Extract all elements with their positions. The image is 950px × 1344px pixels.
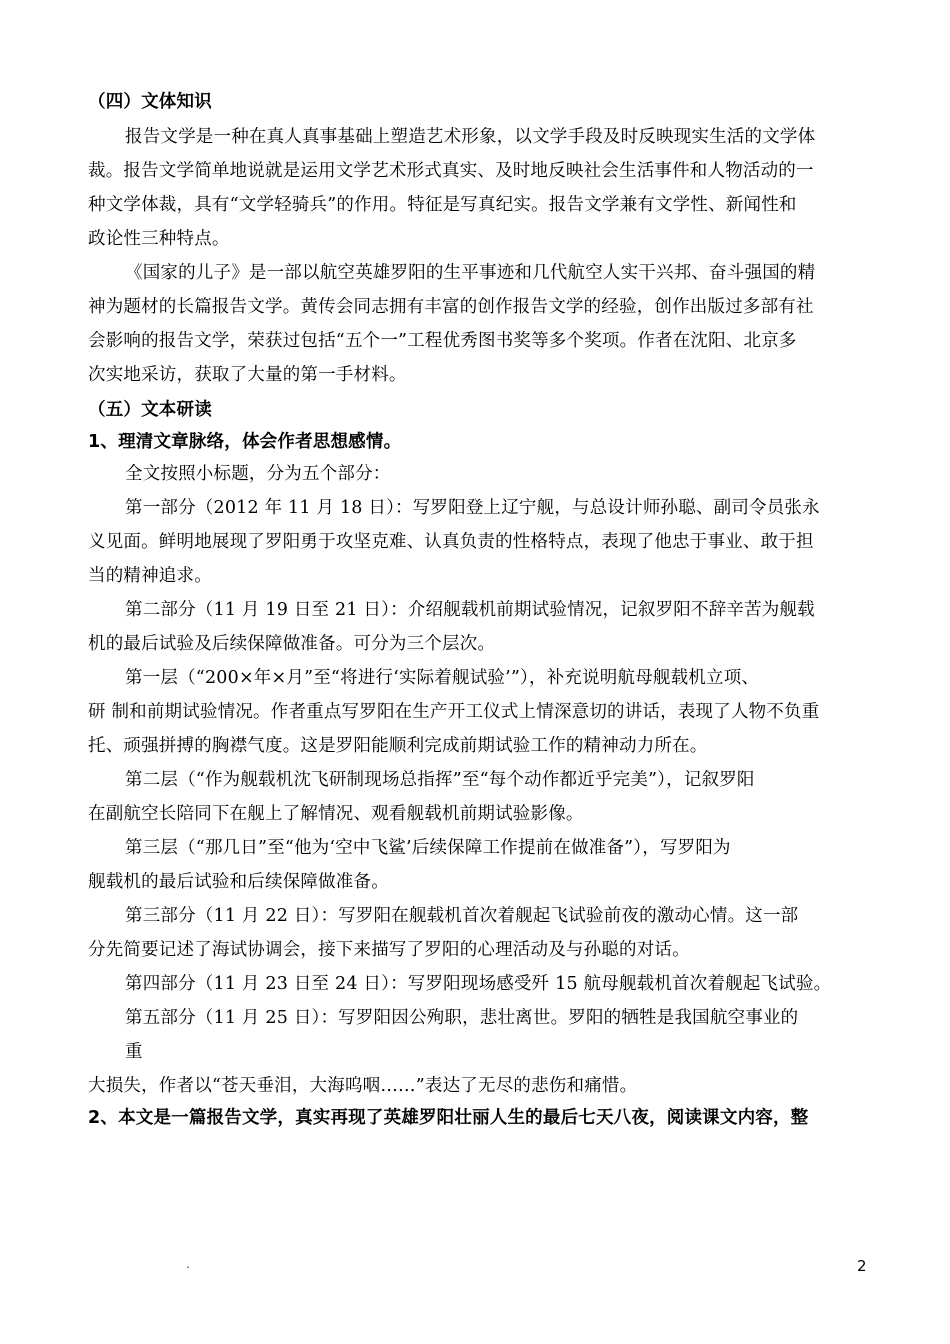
paragraph-line: 全文按照小标题，分为五个部分： <box>125 464 391 484</box>
paragraph-line: 大损失，作者以“苍天垂泪，大海呜咽……”表达了无尽的悲伤和痛惜。 <box>88 1076 638 1096</box>
section-heading-genre-knowledge: （四）文体知识 <box>88 92 212 112</box>
page-number: 2 <box>857 1257 867 1275</box>
paragraph-line: 在副航空长陪同下在舰上了解情况、观看舰载机前期试验影像。 <box>88 804 584 824</box>
paragraph-line: 神为题材的长篇报告文学。黄传会同志拥有丰富的创作报告文学的经验，创作出版过多部有社 <box>88 297 814 317</box>
section-heading-text-study: （五）文本研读 <box>88 400 212 420</box>
paragraph-line: 报告文学是一种在真人真事基础上塑造艺术形象，以文学手段及时反映现实生活的文学体 <box>125 127 816 147</box>
paragraph-line: 裁。报告文学简单地说就是运用文学艺术形式真实、及时地反映社会生活事件和人物活动的一 <box>88 161 814 181</box>
paragraph-line: 会影响的报告文学，荣获过包括“五个一”工程优秀图书奖等多个奖项。作者在沈阳、北京多 <box>88 331 797 351</box>
paragraph-line: 第五部分（11 月 25 日）：写罗阳因公殉职，悲壮离世。罗阳的牺牲是我国航空事业的 <box>125 1008 799 1028</box>
paragraph-line: 托、顽强拼搏的胸襟气度。这是罗阳能顺利完成前期试验工作的精神动力所在。 <box>88 736 708 756</box>
paragraph-line: 《国家的儿子》是一部以航空英雄罗阳的生平事迹和几代航空人实干兴邦、奋斗强国的精 <box>125 263 816 283</box>
paragraph-line: 第一部分（2012 年 11 月 18 日）：写罗阳登上辽宁舰，与总设计师孙聪、副司令员张永 <box>125 498 820 518</box>
paragraph-line: 第一层（“200×年×月”至“将进行‘实际着舰试验’”），补充说明航母舰载机立项、 <box>125 668 760 688</box>
paragraph-line: 义见面。鲜明地展现了罗阳勇于攻坚克难、认真负责的性格特点，表现了他忠于事业、敢于担 <box>88 532 814 552</box>
paragraph-line: 政论性三种特点。 <box>88 229 230 249</box>
footer-dot: . <box>186 1257 190 1271</box>
paragraph-line: 重 <box>125 1042 143 1062</box>
question-heading-2: 2、本文是一篇报告文学，真实再现了英雄罗阳壮丽人生的最后七天八夜，阅读课文内容，整 <box>88 1108 809 1128</box>
paragraph-line: 分先简要记述了海试协调会，接下来描写了罗阳的心理活动及与孙聪的对话。 <box>88 940 690 960</box>
question-heading-1: 1、理清文章脉络，体会作者思想感情。 <box>88 432 402 452</box>
paragraph-line: 当的精神追求。 <box>88 566 212 586</box>
paragraph-line: 舰载机的最后试验和后续保障做准备。 <box>88 872 389 892</box>
paragraph-line: 第四部分（11 月 23 日至 24 日）：写罗阳现场感受歼 15 航母舰载机首次着舰起飞试验。 <box>125 974 832 994</box>
paragraph-line: 种文学体裁，具有“文学轻骑兵”的作用。特征是写真纪实。报告文学兼有文学性、新闻性和 <box>88 195 797 215</box>
paragraph-line: 研 制和前期试验情况。作者重点写罗阳在生产开工仪式上情深意切的讲话，表现了人物不负重 <box>88 702 820 722</box>
paragraph-line: 第二部分（11 月 19 日至 21 日）：介绍舰载机前期试验情况，记叙罗阳不辞辛苦为舰载 <box>125 600 815 620</box>
paragraph-line: 第三层（“那几日”至“他为‘空中飞鲨’后续保障工作提前在做准备”），写罗阳为 <box>125 838 731 858</box>
paragraph-line: 机的最后试验及后续保障做准备。可分为三个层次。 <box>88 634 496 654</box>
paragraph-line: 第三部分（11 月 22 日）：写罗阳在舰载机首次着舰起飞试验前夜的激动心情。这一部 <box>125 906 799 926</box>
paragraph-line: 次实地采访，获取了大量的第一手材料。 <box>88 365 407 385</box>
paragraph-line: 第二层（“作为舰载机沈飞研制现场总指挥”至“每个动作都近乎完美”），记叙罗阳 <box>125 770 755 790</box>
